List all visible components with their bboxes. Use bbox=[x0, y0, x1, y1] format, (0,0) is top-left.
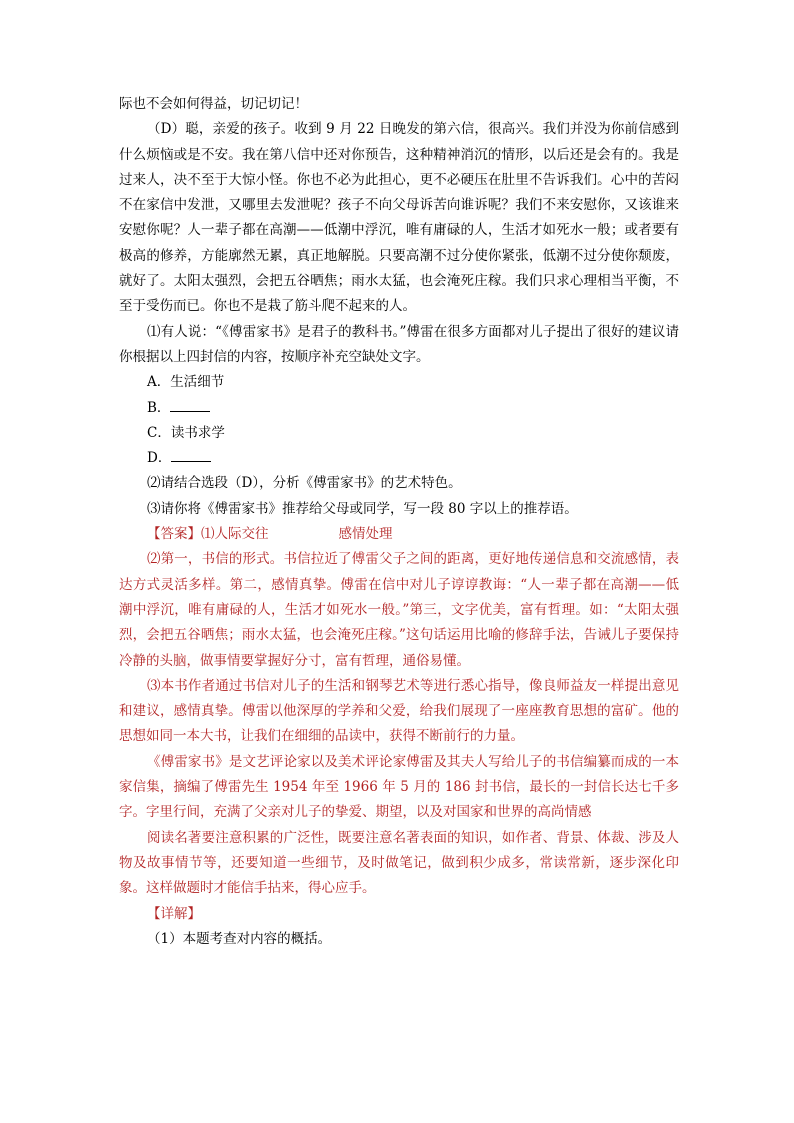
option-c bbox=[119, 421, 679, 446]
option-b-text: B． bbox=[147, 399, 171, 416]
passage-d: （D）聪，亲爱的孩子。收到 9 月 22 日晚发的第六信，很高兴。我们并没为你前信感到什么烦恼或是不安。我在第八信中还对你预告，这种精神消沉的情形，以后还是会有的。我是过来人，决不至于大惊小怪。你也不必为此担心，更不必硬压在肚里不告诉我们。心中的苦闷不在家信中发泄，又哪里去发泄呢？孩子不向父母诉苦向谁诉呢？我们不来安慰你，又该谁来安慰你呢？人一辈子都在高潮——低潮中浮沉，唯有庸碌的人，生活才如死水一般；或者要有极高的修养，方能廓然无累，真正地解脱。只要高潮不过分使你紧张，低潮不过分使你颓废，就好了。太阳太强烈，会把五谷晒焦；雨水太猛，也会淹死庄稼。我们只求心理相当平衡，不至于受伤而已。你也不是栽了筋斗爬不起来的人。 bbox=[119, 121, 679, 315]
top-line: 际也不会如何得益，切记切记！ bbox=[119, 96, 308, 112]
option-d bbox=[119, 446, 679, 471]
option-d-blank bbox=[171, 449, 211, 462]
detail-label: 【详解】 bbox=[147, 905, 201, 922]
answer-1-second: 感情处理 bbox=[338, 526, 393, 543]
option-b-blank bbox=[170, 399, 210, 412]
detail-line bbox=[119, 902, 679, 927]
answer-line-1 bbox=[119, 522, 679, 547]
answer-1-first: ⑴人际交往 bbox=[201, 526, 269, 543]
document-page bbox=[119, 92, 679, 952]
question-3: ⑶请你将《傅雷家书》推荐给父母或同学，写一段 80 字以上的推荐语。 bbox=[147, 500, 578, 517]
answer-2: ⑵第一，书信的形式。书信拉近了傅雷父子之间的距离，更好地传递信息和交流感情，表达方式灵活多样。第二，感情真挚。傅雷在信中对儿子谆谆教诲：“人一辈子都在高潮——低潮中浮沉，唯有庸碌的人，生活才如死水一般。”第三，文字优美，富有哲理。如：“太阳太强烈，会把五谷晒焦；雨水太猛，也会淹死庄稼。”这句话运用比喻的修辞手法，告诫儿子要保持冷静的头脑，做事情要掌握好分寸，富有哲理，通俗易懂。 bbox=[119, 551, 679, 669]
option-b bbox=[119, 396, 679, 421]
option-c-text: C．读书求学 bbox=[147, 424, 225, 441]
detail-1: （1）本题考查对内容的概括。 bbox=[147, 930, 332, 947]
option-a bbox=[119, 370, 679, 395]
question-1: ⑴有人说：“《傅雷家书》是君子的教科书。”傅雷在很多方面都对儿子提出了很好的建议请你根据以上四封信的内容，按顺序补充空缺处文字。 bbox=[119, 323, 679, 365]
option-d-text: D． bbox=[147, 450, 172, 467]
answer-label: 【答案】 bbox=[147, 526, 201, 543]
answer-3: ⑶本书作者通过书信对儿子的生活和钢琴艺术等进行悉心指导，像良师益友一样提出意见和建议，感情真挚。傅雷以他深厚的学养和父爱，给我们展现了一座座教育思想的富矿。他的思想如同一本大书，让我们在细细的品读中，获得不断前行的力量。 bbox=[119, 677, 679, 745]
option-a-text: A．生活细节 bbox=[147, 374, 225, 391]
answer-note-1: 《傅雷家书》是文艺评论家以及美术评论家傅雷及其夫人写给儿子的书信编纂而成的一本家信集，摘编了傅雷先生 1954 年至 1966 年 5 月的 186 封书信，最长的一封信长达七千多字。字里行间，充满了父亲对儿子的挚爱、期望，以及对国家和世界的高尚情感 bbox=[119, 753, 679, 821]
answer-note-2: 阅读名著要注意积累的广泛性，既要注意名著表面的知识，如作者、背景、体裁、涉及人物及故事情节等，还要知道一些细节，及时做笔记，做到积少成多，常读常新，逐步深化印象。这样做题时才能信手拈来，得心应手。 bbox=[119, 829, 679, 897]
question-2: ⑵请结合选段（D），分析《傅雷家书》的艺术特色。 bbox=[147, 475, 462, 492]
